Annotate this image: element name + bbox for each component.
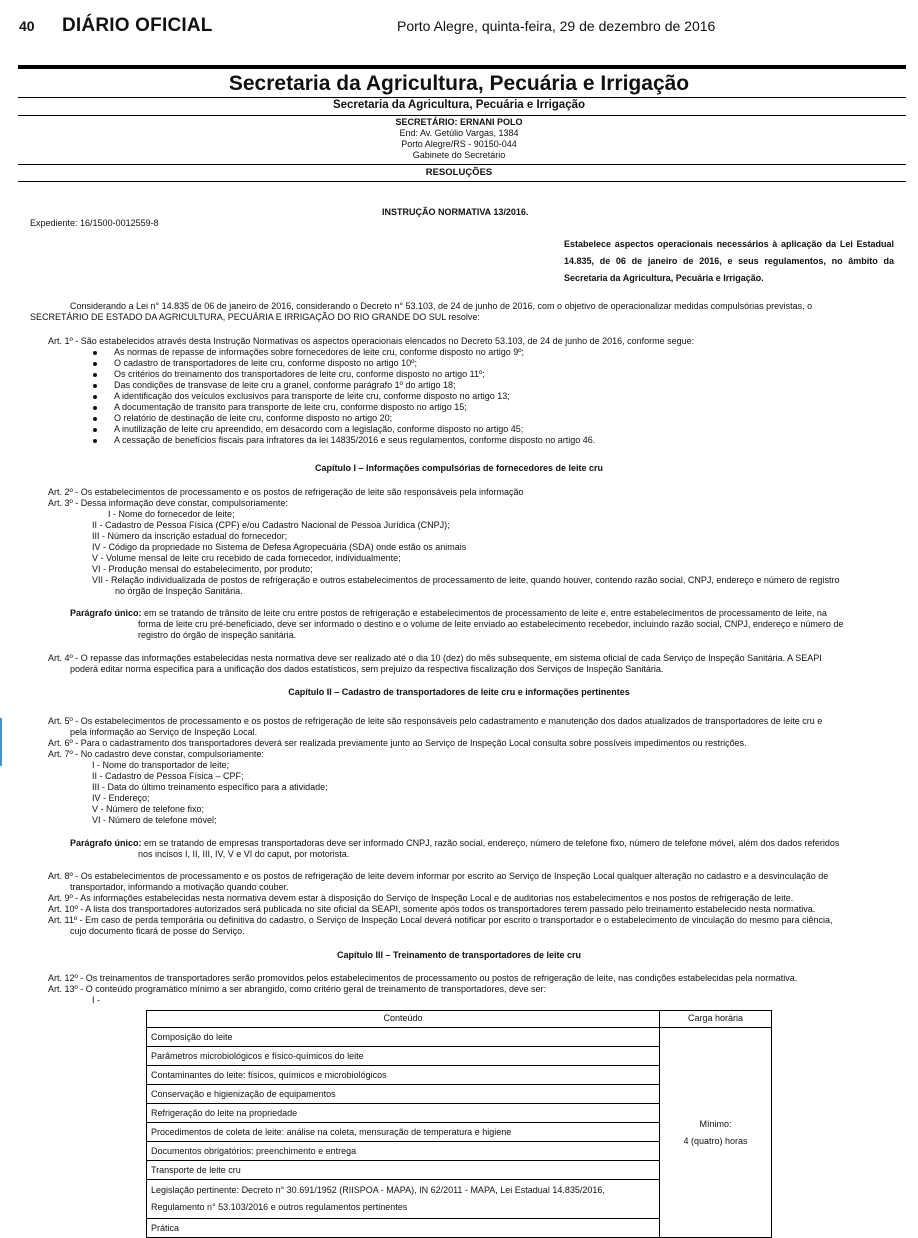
article-4: Art. 4º - O repasse das informações estabelecidas nesta normativa deve ser realizado até o dia 10 (dez) do mês subsequente, em sistema oficial de cada Serviço de Inspeção Sanitária. A SEAPI xyxy=(48,653,822,663)
training-table xyxy=(146,1010,772,1238)
article-11: Art. 11º - Em caso de perda temporária ou definitiva do cadastro, o Serviço de Inspeção Local deverá notificar por escrito o transportador e o estabelecimento de vinculação do mesmo para ciência, xyxy=(48,915,833,925)
article-3: Art. 3º - Dessa informação deve constar, compulsoriamente: xyxy=(48,498,288,508)
list-item: I - xyxy=(92,995,100,1005)
bullet-icon xyxy=(93,351,97,355)
column-header-content: Conteúdo xyxy=(147,1011,660,1028)
table-row xyxy=(147,1028,772,1047)
bullet-icon xyxy=(93,439,97,443)
article-5: Art. 5º - Os estabelecimentos de processamento e os postos de refrigeração de leite são responsáveis pelo cadastramento e manutenção dos dados atualizados de transportadores de leite cru e xyxy=(48,716,823,726)
preamble-line: Considerando a Lei n° 14.835 de 06 de janeiro de 2016, considerando o Decreto n° 53.103, de 24 de junho de 2016, com o objetivo de operacionalizar medidas compulsórias previstas, o xyxy=(70,301,813,311)
list-item: V - Volume mensal de leite cru recebido de cada fornecedor, individualmente; xyxy=(92,553,401,563)
paragraph-line: forma de leite cru pré-beneficiado, deve ser informado o destino e o volume de leite enviado ao estabelecimento recebedor, incluindo razão social, CNPJ, endereço e número de xyxy=(138,619,844,629)
chapter-heading: Capítulo II – Cadastro de transportadores de leite cru e informações pertinentes xyxy=(288,687,630,697)
section-title: Secretaria da Agricultura, Pecuária e Irrigação xyxy=(228,72,690,95)
list-item: VI - Número de telefone móvel; xyxy=(92,815,217,825)
table-cell: Legislação pertinente: Decreto n° 30.691/1952 (RIISPOA - MAPA), IN 62/2011 - MAPA, Lei Estadual 14.835/2016, Regulamento n° 53.103/2016 e outros regulamentos pertinentes xyxy=(147,1180,660,1219)
address-line: Gabinete do Secretário xyxy=(412,150,506,160)
list-item: VII - Relação individualizada de postos de refrigeração e outros estabelecimentos de processamento de leite, quando houver, contendo razão social, CNPJ, endereço e número de registro xyxy=(92,575,840,585)
preamble-line: SECRETÁRIO DE ESTADO DA AGRICULTURA, PECUÁRIA E IRRIGAÇÃO DO RIO GRANDE DO SUL resolve: xyxy=(30,312,480,322)
list-item: As normas de repasse de informações sobre fornecedores de leite cru, conforme disposto no artigo 9º; xyxy=(114,347,525,357)
table-cell: Parâmetros microbiológicos e físico-químicos do leite xyxy=(147,1047,660,1066)
list-item: Das condições de transvase de leite cru a granel, conforme parágrafo 1º do artigo 18; xyxy=(114,380,456,390)
paragraph-unico xyxy=(70,838,839,849)
article-12: Art. 12º - Os treinamentos de transportadores serão promovidos pelos estabelecimentos de processamento ou postos de refrigeração de leite, nas condições estabelecidas pela normativa. xyxy=(48,973,798,983)
bullet-icon xyxy=(93,362,97,366)
category-label: RESOLUÇÕES xyxy=(425,167,493,178)
list-item: I - Nome do fornecedor de leite; xyxy=(108,509,235,519)
bullet-icon xyxy=(93,428,97,432)
divider xyxy=(18,181,906,182)
list-item: I - Nome do transportador de leite; xyxy=(92,760,230,770)
article-4-cont: poderá editar norma especifica para a unificação dos dados estatísticos, sem prejuizo da respectiva fiscalização dos Serviços de Inspeção Sanitária. xyxy=(70,664,664,674)
address-line: End: Av. Getúlio Vargas, 1384 xyxy=(399,128,519,138)
paragraph-unico xyxy=(70,608,827,619)
section-subtitle: Secretaria da Agricultura, Pecuária e Irrigação xyxy=(332,99,586,111)
load-value: 4 (quatro) horas xyxy=(683,1135,748,1146)
list-item: O relatório de destinação de leite cru, conforme disposto no artigo 20; xyxy=(114,413,393,423)
secretary-name: SECRETÁRIO: ERNANI POLO xyxy=(395,117,523,127)
bullet-icon xyxy=(93,373,97,377)
table-cell: Prática xyxy=(147,1219,660,1238)
table-cell: Procedimentos de coleta de leite: análise na coleta, mensuração de temperatura e higiene xyxy=(147,1123,660,1142)
divider xyxy=(18,164,906,165)
secretary-block xyxy=(0,117,918,161)
list-item: A inutilização de leite cru apreendido, em desacordo com a legislação, conforme disposto no artigo 45; xyxy=(114,424,524,434)
dateline: Porto Alegre, quinta-feira, 29 de dezembro de 2016 xyxy=(397,18,716,34)
header-rule xyxy=(18,65,906,69)
publication-name: DIÁRIO OFICIAL xyxy=(62,15,213,36)
article-13: Art. 13º - O conteúdo programático mínimo a ser abrangido, como critério geral de treinamento de transportadores, deve ser: xyxy=(48,984,547,994)
paragraph-label: Parágrafo único: xyxy=(70,838,142,848)
article-1: Art. 1º - São estabelecidos através desta Instrução Normativas os aspectos operacionais elencados no Decreto 53.103, de 24 de junho de 2016, conforme segue: xyxy=(48,336,695,346)
list-item: II - Cadastro de Pessoa Física (CPF) e/ou Cadastro Nacional de Pessoa Jurídica (CNPJ); xyxy=(92,520,450,530)
table-cell: Transporte de leite cru xyxy=(147,1161,660,1180)
paragraph-line: registro do órgão de inspeção sanitária. xyxy=(138,630,297,640)
list-item: A identificação dos veículos exclusivos para transporte de leite cru, conforme disposto no artigo 13; xyxy=(114,391,510,401)
article-10: Art. 10º - A lista dos transportadores autorizados será publicada no site oficial da SEAPI, somente após todos os transportadores terem passado pelo treinamento estabelecido nesta normativa. xyxy=(48,904,816,914)
table-cell: Composição do leite xyxy=(147,1028,660,1047)
paragraph-text: em se tratando de trânsito de leite cru entre postos de refrigeração e estabelecimentos de processamento de leite e, entre estabelecimentos de processamento de leite, na xyxy=(144,608,827,618)
article-8-cont: transportador, informando a motivação quando couber. xyxy=(70,882,289,892)
page-number: 40 xyxy=(19,18,35,34)
paragraph-text: em se tratando de empresas transportadoras deve ser informado CNPJ, razão social, endereço, número de telefone fixo, número de telefone móvel, além dos dados referidos xyxy=(144,838,840,848)
address-line: Porto Alegre/RS - 90150-044 xyxy=(401,139,517,149)
bullet-icon xyxy=(93,384,97,388)
list-item: III - Data do último treinamento específico para a atividade; xyxy=(92,782,328,792)
table-cell: Contaminantes do leite: físicos, químicos e microbiológicos xyxy=(147,1066,660,1085)
list-item: A documentação de transito para transporte de leite cru, conforme disposto no artigo 15; xyxy=(114,402,467,412)
list-item: II - Cadastro de Pessoa Física – CPF; xyxy=(92,771,244,781)
divider xyxy=(18,97,906,98)
article-2: Art. 2º - Os estabelecimentos de processamento e os postos de refrigeração de leite são responsáveis pela informação xyxy=(48,487,524,497)
table-header-row xyxy=(147,1011,772,1028)
list-item: V - Número de telefone fixo; xyxy=(92,804,205,814)
chapter-heading: Capítulo III – Treinamento de transportadores de leite cru xyxy=(336,950,582,960)
list-item: A cessação de benefícios fiscais para infratores da lei 14835/2016 e seus regulamentos, conforme disposto no artigo 46. xyxy=(114,435,596,445)
list-item: IV - Código da propriedade no Sistema de Defesa Agropecuária (SDA) onde estão os animais xyxy=(92,542,467,552)
list-item: IV - Endereço; xyxy=(92,793,150,803)
table-cell: Documentos obrigatórios: preenchimento e entrega xyxy=(147,1142,660,1161)
side-marker xyxy=(0,718,2,766)
load-label: Mínimo: xyxy=(699,1118,732,1129)
list-item-continued: no órgão de Inspeção Sanitária. xyxy=(115,586,243,596)
load-cell xyxy=(660,1028,772,1238)
list-item: O cadastro de transportadores de leite cru, conforme disposto no artigo 10º; xyxy=(114,358,417,368)
table-cell: Refrigeração do leite na propriedade xyxy=(147,1104,660,1123)
paragraph-label: Parágrafo único: xyxy=(70,608,142,618)
chapter-heading: Capítulo I – Informações compulsórias de fornecedores de leite cru xyxy=(314,463,604,473)
list-item: Os critérios do treinamento dos transportadores de leite cru, conforme disposto no artigo 11º; xyxy=(114,369,485,379)
article-5-cont: pela informação ao Serviço de Inspeção Local. xyxy=(70,727,258,737)
bullet-icon xyxy=(93,406,97,410)
article-6: Art. 6º - Para o cadastramento dos transportadores deverá ser realizada previamente junto ao Serviço de Inspeção Local consulta sobre possíveis impedimentos ou restrições. xyxy=(48,738,747,748)
paragraph-line: nos incisos I, II, III, IV, V e VI do caput, por motorista. xyxy=(138,849,350,859)
article-9: Art. 9º - As informações estabelecidas nesta normativa devem estar à disposição do Serviço de Inspeção Local e de auditorias nos estabelecimentos e nos postos de refrigeração de leite. xyxy=(48,893,794,903)
divider xyxy=(18,115,906,116)
ementa: Estabelece aspectos operacionais necessários à aplicação da Lei Estadual 14.835, de 06 de janeiro de 2016, e seus regulamentos, no âmbito da Secretaria da Agricultura, Pecuária e Irrigação. xyxy=(564,239,894,283)
column-header-load: Carga horária xyxy=(660,1011,772,1028)
list-item: III - Número da inscrição estadual do fornecedor; xyxy=(92,531,288,541)
bullet-icon xyxy=(93,417,97,421)
document-title: INSTRUÇÃO NORMATIVA 13/2016. xyxy=(382,207,529,217)
bullet-icon xyxy=(93,395,97,399)
article-8: Art. 8º - Os estabelecimentos de processamento e os postos de refrigeração de leite devem informar por escrito ao Serviço de Inspeção Local qualquer alteração no cadastro e a desvinculação de xyxy=(48,871,829,881)
article-11-cont: cujo documento ficará de posse do Serviço. xyxy=(70,926,245,936)
expediente: Expediente: 16/1500-0012559-8 xyxy=(30,218,159,228)
table-cell: Conservação e higienização de equipamentos xyxy=(147,1085,660,1104)
list-item: VI - Produção mensal do estabelecimento, por produto; xyxy=(92,564,313,574)
article-7: Art. 7º - No cadastro deve constar, compulsoriamente: xyxy=(48,749,264,759)
